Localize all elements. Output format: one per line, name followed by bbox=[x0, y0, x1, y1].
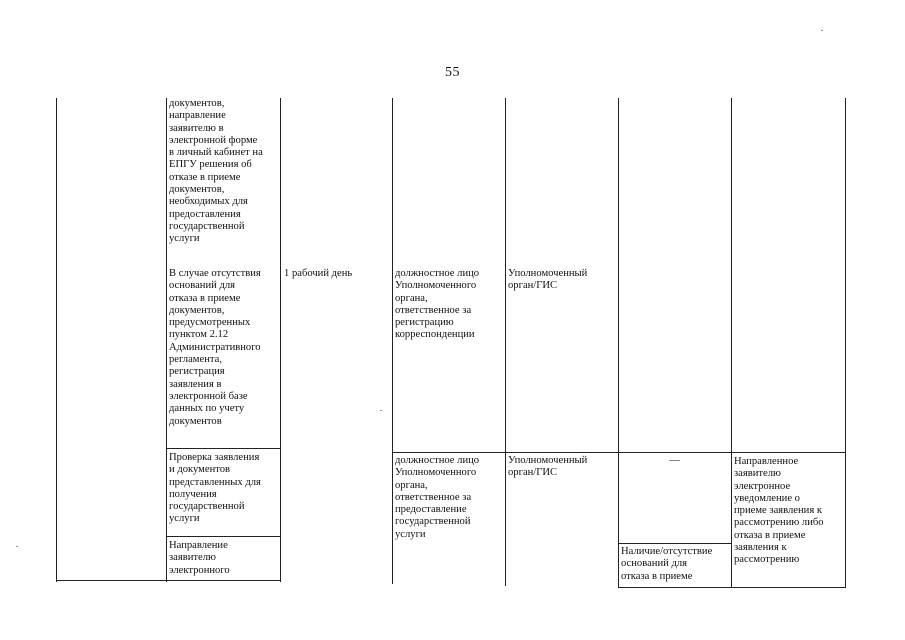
row-divider bbox=[166, 448, 280, 449]
row-divider bbox=[392, 452, 618, 453]
step-description-cell: документов, направление заявителю в электронной форме в личный кабинет на ЕПГУ решения об отказе в приеме документов, необходимых для предоставления государственной услуги bbox=[169, 98, 263, 245]
row-divider bbox=[166, 536, 280, 537]
row-divider bbox=[618, 543, 731, 544]
responsible-official-cell: должностное лицо Уполномоченного органа, ответственное за регистрацию корреспонденции bbox=[395, 268, 480, 341]
scan-speck bbox=[821, 30, 823, 31]
result-cell: Направленное заявителю электронное уведомление о приеме заявления к рассмотрению либо отказа в приеме заявления к рассмотрению bbox=[734, 456, 824, 566]
execution-place-cell: Уполномоченный орган/ГИС bbox=[508, 268, 588, 292]
column-divider bbox=[505, 98, 506, 586]
row-divider bbox=[618, 452, 846, 453]
row-divider bbox=[166, 580, 280, 581]
table-border-left bbox=[56, 98, 57, 582]
column-divider bbox=[618, 98, 619, 588]
execution-place-cell: Уполномоченный орган/ГИС bbox=[508, 455, 588, 479]
decision-criteria-cell: — bbox=[669, 455, 680, 466]
step-description-cell: Проверка заявления и документов представленных для получения государственной услуги bbox=[169, 452, 261, 525]
step-description-cell: В случае отсутствия оснований для отказа в приеме документов, предусмотренных пунктом 2.12 Административного регламента, регистрация заявления в электронной базе данных по учету документов bbox=[169, 268, 261, 427]
column-divider bbox=[166, 98, 167, 582]
table-border-right bbox=[845, 98, 846, 588]
column-divider bbox=[392, 98, 393, 584]
responsible-official-cell: должностное лицо Уполномоченного органа, ответственное за предоставление государственной услуги bbox=[395, 455, 480, 540]
decision-criteria-cell: Наличие/отсутствие оснований для отказа в приеме bbox=[621, 546, 713, 582]
scan-speck bbox=[16, 546, 18, 547]
duration-cell: 1 рабочий день bbox=[284, 268, 353, 279]
page-number: 55 bbox=[445, 65, 460, 80]
row-divider bbox=[618, 587, 846, 588]
scan-speck bbox=[380, 410, 382, 411]
column-divider bbox=[731, 98, 732, 588]
row-divider bbox=[56, 580, 168, 581]
step-description-cell: Направление заявителю электронного bbox=[169, 540, 230, 576]
column-divider bbox=[280, 98, 281, 582]
